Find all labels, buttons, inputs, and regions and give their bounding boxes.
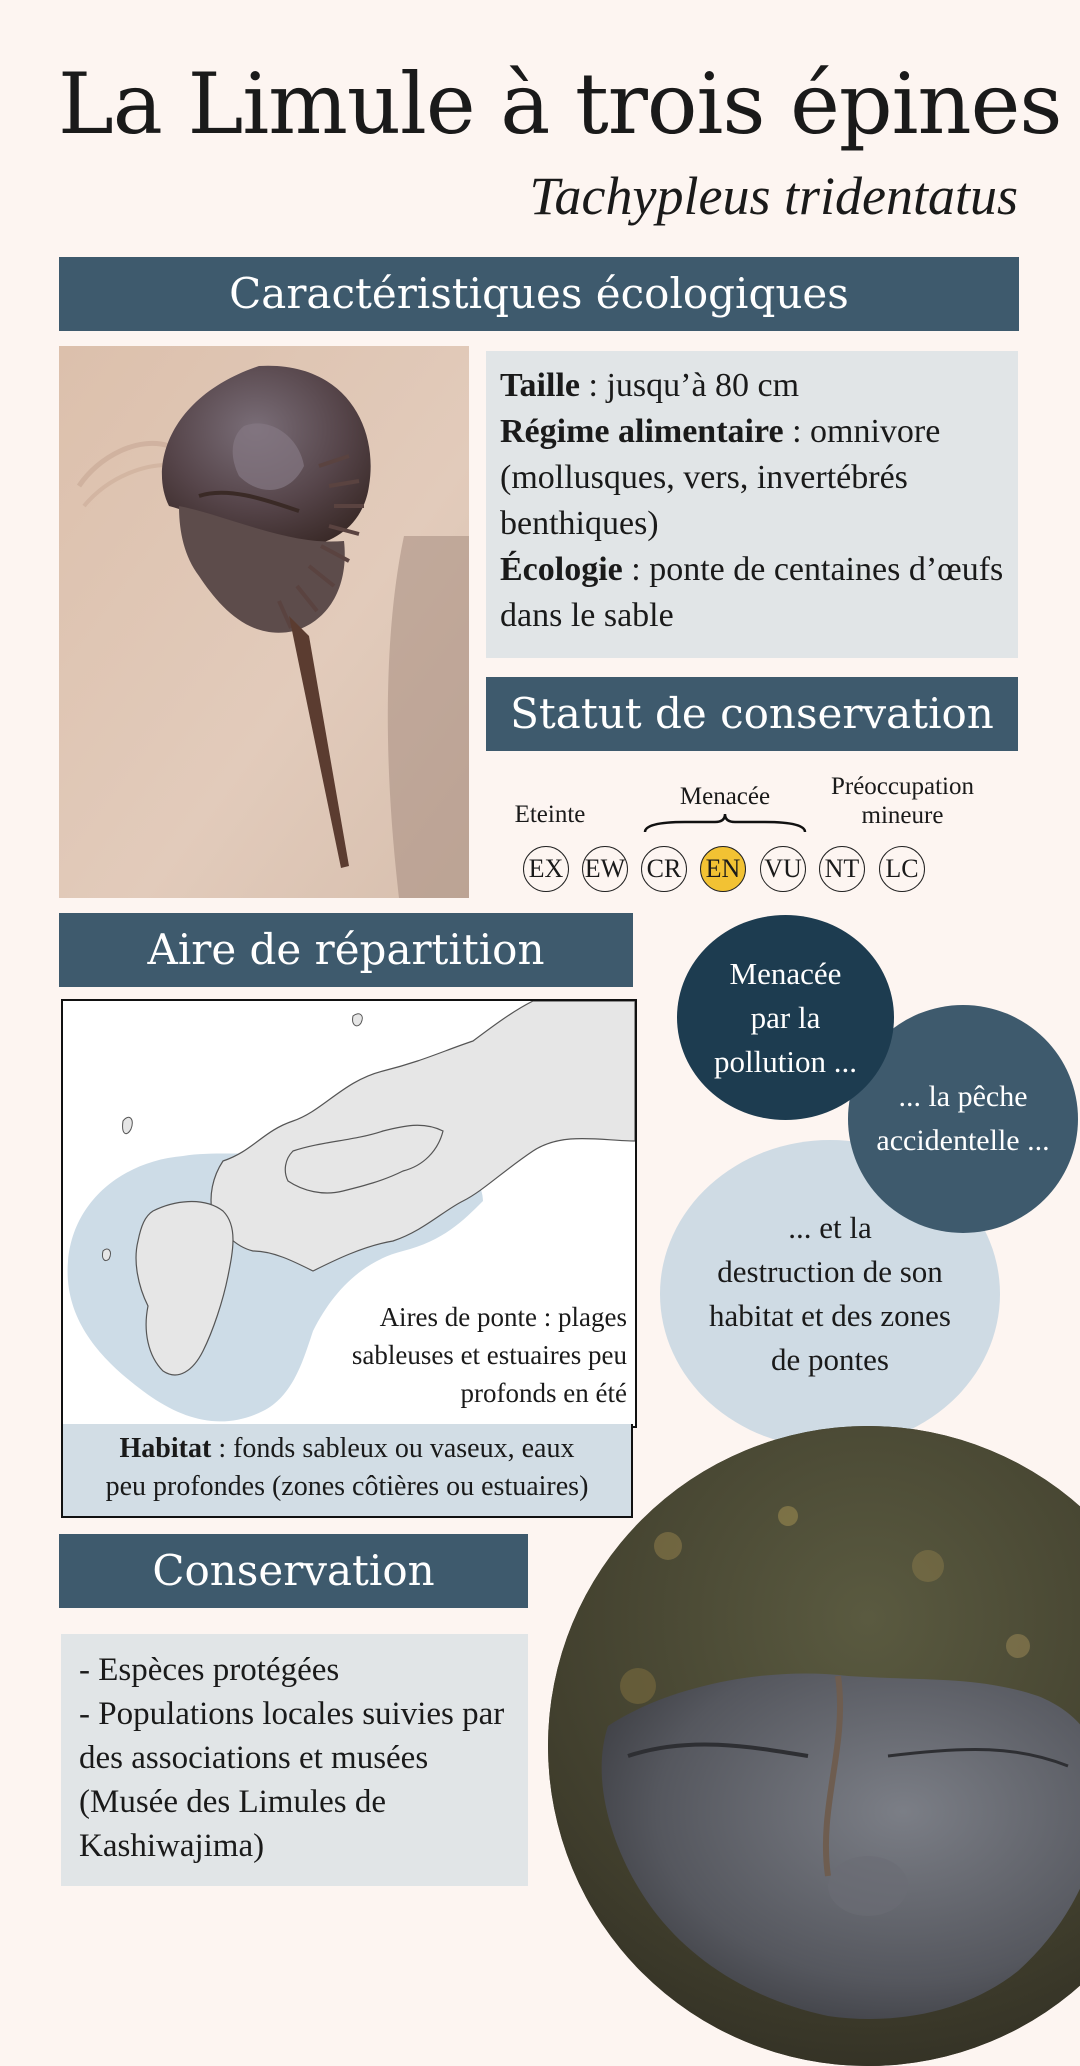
conservation-item-1: - Espèces protégées: [79, 1652, 340, 1688]
map-caption-line2: sableuses et estuaires peu: [351, 1340, 627, 1370]
map-caption-line3: profonds en été: [460, 1378, 627, 1408]
iucn-ew: EW: [582, 846, 628, 892]
scientific-name: Tachypleus tridentatus: [529, 166, 1018, 226]
threat-fishing-line2: accidentelle ...: [876, 1124, 1050, 1157]
threat-habitat-line3: habitat et des zones: [709, 1298, 951, 1333]
habitat-label: Habitat: [119, 1433, 212, 1464]
map-caption-line1: Aires de ponte : plages: [379, 1302, 627, 1332]
horseshoe-crab-sand-photo: [59, 346, 469, 898]
iucn-vu: VU: [760, 846, 806, 892]
section-header-status: Statut de conservation: [486, 677, 1018, 751]
threat-habitat-line2: destruction de son: [717, 1254, 943, 1289]
range-map: [61, 999, 637, 1428]
habitat-box: [61, 1424, 633, 1518]
threatened-brace: [640, 812, 810, 838]
map-caption: [352, 1298, 627, 1412]
threat-habitat-line4: de pontes: [771, 1342, 889, 1377]
diet-value: : omnivore (mollusques, vers, invertébrés benthiques): [500, 413, 941, 542]
threat-pollution-line1: Menacée: [729, 955, 842, 991]
iucn-label-lc-line2: mineure: [861, 802, 944, 829]
iucn-en: EN: [700, 846, 746, 892]
iucn-nt: NT: [819, 846, 865, 892]
threat-habitat-line1: ... et la: [788, 1210, 872, 1245]
section-header-conservation: Conservation: [59, 1534, 528, 1608]
horseshoe-crab-underwater-photo: [548, 1426, 1080, 2066]
threat-pollution-line2: par la: [750, 999, 821, 1035]
iucn-label-threatened: Menacée: [679, 783, 771, 810]
iucn-lc: LC: [879, 846, 925, 892]
threat-pollution-bubble: [677, 915, 894, 1120]
size-value: : jusqu’à 80 cm: [580, 367, 800, 404]
threat-pollution-line3: pollution ...: [714, 1043, 857, 1079]
threat-fishing-line1: ... la pêche: [898, 1080, 1028, 1113]
ecology-value: : ponte de centaines d’œufs dans le sable: [500, 551, 1004, 634]
conservation-item-2: - Populations locales suivies par des associations et musées (Musée des Limules de Kashiwajima): [79, 1696, 505, 1864]
habitat-value-line1: : fonds sableux ou vaseux, eaux: [211, 1433, 575, 1464]
conservation-box: [61, 1634, 528, 1886]
iucn-label-least-concern: [810, 772, 995, 830]
iucn-ex: EX: [523, 846, 569, 892]
iucn-cr: CR: [641, 846, 687, 892]
ecology-label: Écologie: [500, 551, 623, 588]
ecology-info-box: [486, 351, 1018, 658]
section-header-ecology: Caractéristiques écologiques: [59, 257, 1019, 331]
size-label: Taille: [500, 367, 580, 404]
section-header-range: Aire de répartition: [59, 913, 633, 987]
page-title: La Limule à trois épines: [58, 55, 1062, 153]
habitat-value-line2: peu profondes (zones côtières ou estuaires): [105, 1471, 589, 1502]
diet-label: Régime alimentaire: [500, 413, 784, 450]
iucn-label-extinct: Eteinte: [514, 801, 586, 828]
iucn-label-lc-line1: Préoccupation: [830, 773, 974, 800]
